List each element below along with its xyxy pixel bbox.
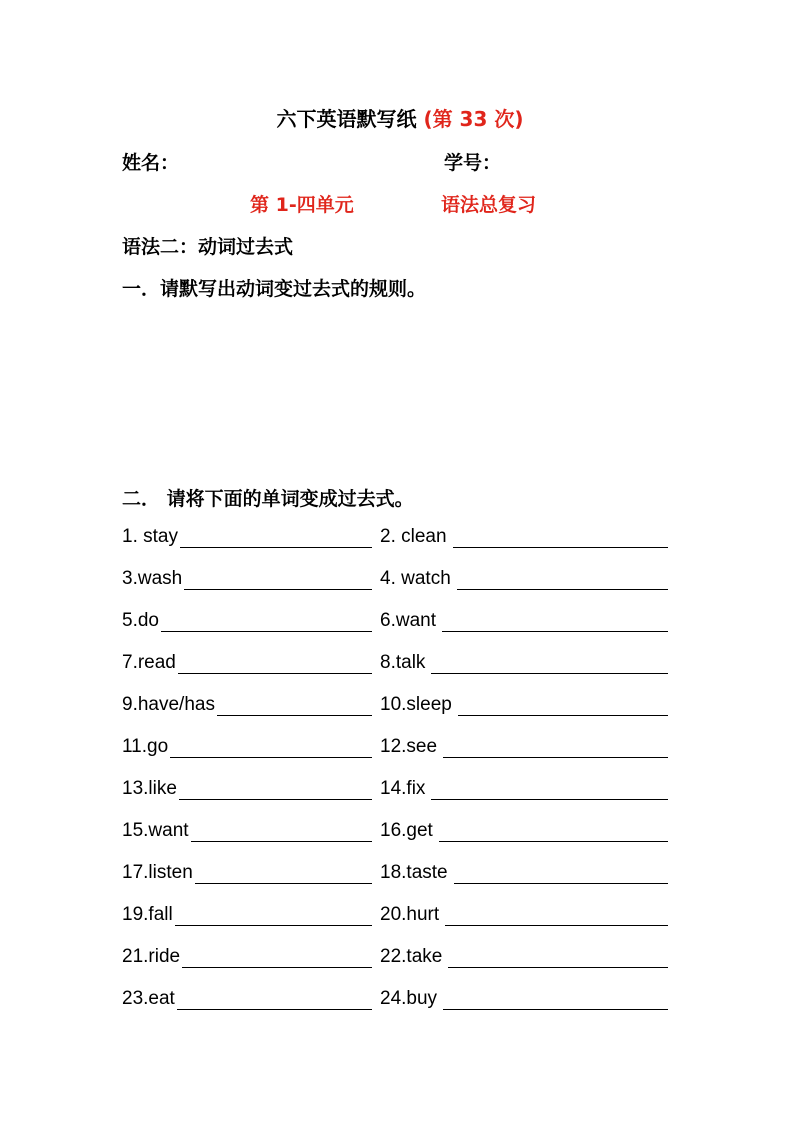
exercise-word: 3.wash bbox=[122, 568, 183, 589]
exercise-word: 16.get bbox=[380, 820, 433, 841]
answer-blank[interactable] bbox=[458, 715, 668, 716]
answer-blank[interactable] bbox=[180, 547, 372, 548]
exercise-word: 5.do bbox=[122, 610, 159, 631]
answer-blank[interactable] bbox=[453, 547, 668, 548]
answer-blank[interactable] bbox=[454, 883, 668, 884]
exercise-word: 14.fix bbox=[380, 778, 426, 799]
answer-blank[interactable] bbox=[175, 925, 372, 926]
answer-blank[interactable] bbox=[445, 925, 668, 926]
answer-blank[interactable] bbox=[442, 631, 668, 632]
exercise-word: 1. stay bbox=[122, 526, 178, 547]
exercise-word: 18.taste bbox=[380, 862, 448, 883]
exercise-word: 21.ride bbox=[122, 946, 181, 967]
exercise-word: 4. watch bbox=[380, 568, 451, 589]
student-id-label: 学号： bbox=[444, 152, 502, 174]
part-two-instruction: 二． 请将下面的单词变成过去式。 bbox=[122, 488, 414, 510]
answer-blank[interactable] bbox=[439, 841, 668, 842]
answer-blank[interactable] bbox=[431, 799, 668, 800]
answer-blank[interactable] bbox=[443, 1009, 668, 1010]
grammar-review-label: 语法总复习 bbox=[441, 194, 537, 216]
exercise-word: 24.buy bbox=[380, 988, 438, 1009]
answer-blank[interactable] bbox=[161, 631, 372, 632]
answer-blank[interactable] bbox=[195, 883, 372, 884]
exercise-word: 6.want bbox=[380, 610, 436, 631]
part-one-instruction: 一．请默写出动词变过去式的规则。 bbox=[122, 278, 427, 300]
answer-blank[interactable] bbox=[448, 967, 668, 968]
answer-blank[interactable] bbox=[443, 757, 668, 758]
name-label: 姓名： bbox=[122, 152, 180, 174]
exercise-word: 11.go bbox=[122, 736, 169, 757]
unit-label: 第 1-四单元 bbox=[250, 194, 354, 216]
answer-blank[interactable] bbox=[182, 967, 372, 968]
answer-blank[interactable] bbox=[191, 841, 372, 842]
exercise-word: 10.sleep bbox=[380, 694, 452, 715]
exercise-word: 19.fall bbox=[122, 904, 173, 925]
grammar-title: 语法二：动词过去式 bbox=[122, 236, 294, 258]
exercise-word: 15.want bbox=[122, 820, 189, 841]
exercise-word: 13.like bbox=[122, 778, 177, 799]
exercise-word: 7.read bbox=[122, 652, 176, 673]
exercise-word: 12.see bbox=[380, 736, 438, 757]
exercise-word: 2. clean bbox=[380, 526, 447, 547]
exercise-word: 20.hurt bbox=[380, 904, 440, 925]
answer-blank[interactable] bbox=[170, 757, 372, 758]
exercise-word: 22.take bbox=[380, 946, 443, 967]
title-session: (第 33 次) bbox=[423, 107, 524, 131]
exercise-word: 17.listen bbox=[122, 862, 193, 883]
exercise-word: 9.have/has bbox=[122, 694, 215, 715]
answer-blank[interactable] bbox=[431, 673, 668, 674]
page-title bbox=[0, 103, 800, 132]
answer-blank[interactable] bbox=[184, 589, 372, 590]
title-main: 六下英语默写纸 bbox=[276, 107, 417, 131]
answer-blank[interactable] bbox=[178, 673, 372, 674]
answer-blank[interactable] bbox=[179, 799, 372, 800]
exercise-word: 23.eat bbox=[122, 988, 175, 1009]
answer-blank[interactable] bbox=[457, 589, 668, 590]
exercise-word: 8.talk bbox=[380, 652, 426, 673]
answer-blank[interactable] bbox=[217, 715, 372, 716]
answer-blank[interactable] bbox=[177, 1009, 372, 1010]
